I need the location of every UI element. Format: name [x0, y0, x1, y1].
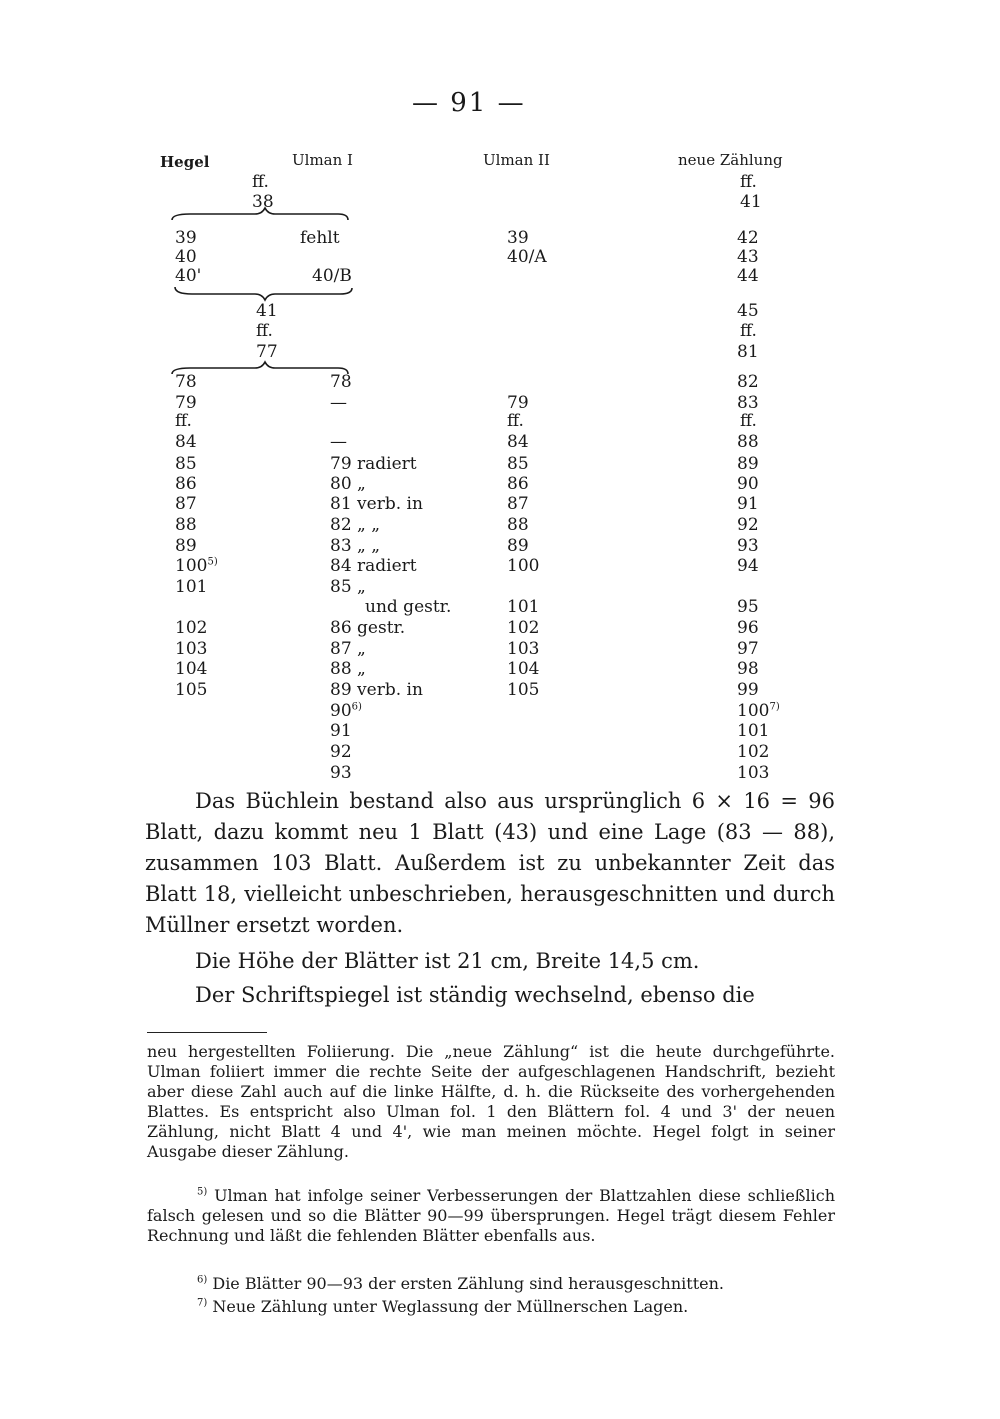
table-cell-hegel: [175, 247, 197, 267]
table-cell-ulman2: [507, 432, 529, 452]
table-cell-ulman1: [330, 659, 366, 679]
table-cell-hegel: [175, 474, 197, 494]
footnote-7: [147, 1297, 835, 1317]
table-cell-hegel: [175, 536, 197, 556]
cell-text: ff.: [256, 321, 273, 341]
table-cell-ulman1: [365, 597, 451, 617]
table-cell-ulman1: [330, 742, 352, 762]
table-cell-hegel: [175, 494, 197, 514]
table-cell-ulman1: [252, 172, 269, 192]
footnote-continuation: neu hergestellten Foliierung. Die „neue Zählung“ ist die heute durchgeführte. Ulman foliiert immer die rechte Seite der aufgeschlagenen Handschrift, bezieht aber diese Zahl auch auf die linke Hälfte, d. h. die Rückseite des vorhergehenden Blattes. Es entspricht also Ulman fol. 1 den Blättern fol. 4 und 3' der neuen Zählung, nicht Blatt 4 und 4', wie man meinen möchte. Hegel folgt in seiner Ausgabe dieser Zählung.: [147, 1042, 835, 1161]
table-cell-ulman1: [330, 556, 417, 576]
cell-text: 82 „ „: [330, 515, 381, 535]
cell-text: 38: [252, 192, 274, 212]
table-cell-ulman1: [330, 763, 352, 783]
table-cell-ulman1: [330, 432, 347, 452]
cell-text: 89: [737, 454, 759, 474]
cell-text: 102: [737, 742, 770, 762]
cell-text: 104: [507, 659, 540, 679]
table-cell-hegel: [175, 454, 197, 474]
cell-text: 40: [175, 247, 197, 267]
cell-text: 98: [737, 659, 759, 679]
table-cell-neu: [740, 321, 757, 341]
table-cell-neu: [737, 515, 759, 535]
table-cell-neu: [737, 228, 759, 248]
page-number: — 91 —: [412, 88, 526, 118]
cell-text: 104: [175, 659, 208, 679]
cell-text: 105: [507, 680, 540, 700]
table-cell-hegel: [175, 556, 218, 576]
table-cell-ulman2: [507, 494, 529, 514]
table-cell-hegel: [175, 515, 197, 535]
cell-text: ff.: [740, 321, 757, 341]
cell-text: 87: [507, 494, 529, 514]
table-cell-ulman2: [507, 454, 529, 474]
table-cell-neu: [737, 680, 759, 700]
table-cell-ulman2: [507, 228, 529, 248]
cell-text: 43: [737, 247, 759, 267]
cell-text: 41: [740, 192, 762, 212]
cell-text: ff.: [252, 172, 269, 192]
table-cell-ulman1: [256, 301, 278, 321]
cell-text: 81 verb. in: [330, 494, 423, 514]
cell-text: 81: [737, 342, 759, 362]
cell-text: 96: [737, 618, 759, 638]
table-cell-neu: [737, 342, 759, 362]
cell-text: 89: [507, 536, 529, 556]
table-cell-ulman1: [330, 454, 417, 474]
cell-text: 94: [737, 556, 759, 576]
table-cell-neu: [740, 411, 757, 431]
cell-text: 39: [507, 228, 529, 248]
table-cell-neu: [737, 474, 759, 494]
header-neue-zaehlung: neue Zählung: [678, 151, 783, 169]
cell-text: 100: [737, 701, 770, 721]
table-cell-ulman2: [507, 536, 529, 556]
table-cell-neu: [737, 742, 769, 762]
table-cell-neu: [737, 494, 759, 514]
cell-text: 89 verb. in: [330, 680, 423, 700]
cell-text: 83 „ „: [330, 536, 381, 556]
table-cell-ulman1: [312, 266, 352, 286]
table-cell-neu: [737, 763, 769, 783]
cell-text: 93: [330, 763, 352, 783]
table-cell-ulman1: [330, 577, 366, 597]
cell-text: 103: [175, 639, 208, 659]
cell-text: 79: [507, 393, 529, 413]
cell-text: 101: [737, 721, 770, 741]
cell-text: 102: [507, 618, 540, 638]
table-cell-neu: [737, 247, 759, 267]
table-cell-ulman2: [507, 247, 547, 267]
cell-text: ff.: [175, 411, 192, 431]
cell-text: 86 gestr.: [330, 618, 406, 638]
table-cell-ulman2: [507, 515, 529, 535]
footnote-ref: 7): [769, 701, 780, 713]
table-cell-neu: [737, 266, 759, 286]
cell-text: 83: [737, 393, 759, 413]
footnote-5: [147, 1186, 835, 1246]
table-cell-ulman2: [507, 659, 539, 679]
footnote-rule: [147, 1032, 267, 1033]
cell-text: 86: [175, 474, 197, 494]
cell-text: 40/B: [312, 266, 352, 286]
cell-text: 80 „: [330, 474, 366, 494]
table-cell-ulman2: [507, 618, 539, 638]
table-cell-ulman1: [256, 321, 273, 341]
table-cell-ulman1: [330, 393, 347, 413]
table-cell-ulman1: [330, 536, 380, 556]
cell-text: 85: [175, 454, 197, 474]
table-cell-ulman1: [330, 721, 352, 741]
footnote-text: Neue Zählung unter Weglassung der Müllnerschen Lagen.: [212, 1297, 689, 1316]
cell-text: 100: [507, 556, 540, 576]
cell-text: 87 „: [330, 639, 366, 659]
table-cell-hegel: [175, 577, 207, 597]
table-cell-hegel: [175, 266, 201, 286]
cell-text: 89: [175, 536, 197, 556]
table-cell-neu: [737, 432, 759, 452]
footnote-marker: 6): [197, 1274, 208, 1286]
cell-text: 105: [175, 680, 208, 700]
header-ulman-1: Ulman I: [292, 151, 353, 169]
cell-text: 45: [737, 301, 759, 321]
table-cell-hegel: [175, 411, 192, 431]
cell-text: 93: [737, 536, 759, 556]
cell-text: 44: [737, 266, 759, 286]
cell-text: 90: [737, 474, 759, 494]
cell-text: 103: [737, 763, 770, 783]
cell-text: 77: [256, 342, 278, 362]
table-cell-neu: [737, 393, 759, 413]
cell-text: ff.: [740, 172, 757, 192]
table-cell-hegel: [175, 228, 197, 248]
table-cell-ulman2: [507, 393, 529, 413]
cell-text: 78: [330, 372, 352, 392]
footnote-text: Ulman hat infolge seiner Verbesserungen der Blattzahlen diese schließlich falsch gelesen und so die Blätter 90—99 übersprungen. Hegel trägt diesem Fehler Rechnung und läßt die fehlenden Blätter ebenfalls aus.: [147, 1186, 835, 1245]
table-cell-neu: [737, 597, 759, 617]
table-cell-ulman1: [330, 618, 405, 638]
cell-text: 103: [507, 639, 540, 659]
cell-text: 88: [175, 515, 197, 535]
cell-text: 85: [507, 454, 529, 474]
paragraph-3: Der Schriftspiegel ist ständig wechselnd, ebenso die: [195, 983, 755, 1007]
table-cell-ulman1: [330, 372, 352, 392]
cell-text: 42: [737, 228, 759, 248]
paragraph-1: Das Büchlein bestand also aus ursprünglich 6 × 16 = 96 Blatt, dazu kommt neu 1 Blatt (43) und eine Lage (83 — 88), zusammen 103 Blatt. Außerdem ist zu unbekannter Zeit das Blatt 18, vielleicht unbeschrieben, herausgeschnitten und durch Müllner ersetzt worden.: [145, 789, 835, 937]
cell-text: 92: [737, 515, 759, 535]
table-cell-neu: [737, 536, 759, 556]
table-cell-ulman1: [300, 228, 340, 248]
footnote-ref: 5): [207, 556, 218, 568]
cell-text: 90: [330, 701, 352, 721]
cell-text: 97: [737, 639, 759, 659]
cell-text: ff.: [740, 411, 757, 431]
table-cell-ulman1: [330, 680, 423, 700]
cell-text: 39: [175, 228, 197, 248]
table-cell-ulman2: [507, 597, 539, 617]
table-cell-neu: [737, 618, 759, 638]
cell-text: 84: [507, 432, 529, 452]
cell-text: 79: [175, 393, 197, 413]
table-cell-neu: [737, 454, 759, 474]
cell-text: 102: [175, 618, 208, 638]
table-cell-ulman1: [330, 474, 366, 494]
table-cell-ulman1: [330, 639, 366, 659]
table-cell-hegel: [175, 432, 197, 452]
table-cell-neu: [737, 659, 759, 679]
cell-text: und gestr.: [365, 597, 452, 617]
table-cell-hegel: [175, 639, 207, 659]
table-cell-hegel: [175, 393, 197, 413]
cell-text: 84: [175, 432, 197, 452]
cell-text: —: [330, 432, 347, 452]
table-cell-ulman2: [507, 474, 529, 494]
table-cell-ulman2: [507, 639, 539, 659]
table-cell-ulman2: [507, 411, 524, 431]
table-cell-neu: [737, 639, 759, 659]
cell-text: 40/A: [507, 247, 547, 267]
table-cell-hegel: [175, 659, 207, 679]
table-cell-hegel: [175, 680, 207, 700]
cell-text: 84 radiert: [330, 556, 417, 576]
table-cell-neu: [740, 192, 762, 212]
cell-text: 88 „: [330, 659, 366, 679]
table-cell-ulman1: [256, 342, 278, 362]
cell-text: 92: [330, 742, 352, 762]
cell-text: fehlt: [300, 228, 340, 248]
table-cell-ulman2: [507, 680, 539, 700]
cell-text: 101: [507, 597, 540, 617]
table-cell-neu: [737, 701, 780, 721]
cell-text: ff.: [507, 411, 524, 431]
table-cell-neu: [737, 301, 759, 321]
cell-text: 91: [330, 721, 352, 741]
cell-text: 101: [175, 577, 208, 597]
table-cell-ulman1: [252, 192, 274, 212]
footnote-6: [147, 1274, 835, 1294]
cell-text: 88: [507, 515, 529, 535]
table-cell-ulman1: [330, 701, 362, 721]
cell-text: —: [330, 393, 347, 413]
cell-text: 87: [175, 494, 197, 514]
cell-text: 95: [737, 597, 759, 617]
cell-text: 86: [507, 474, 529, 494]
header-hegel: Hegel: [160, 153, 210, 171]
table-cell-hegel: [175, 618, 207, 638]
cell-text: 78: [175, 372, 197, 392]
footnote-ref: 6): [351, 701, 362, 713]
table-cell-neu: [737, 372, 759, 392]
table-cell-hegel: [175, 372, 197, 392]
table-cell-neu: [740, 172, 757, 192]
cell-text: 85 „: [330, 577, 366, 597]
table-cell-ulman2: [507, 556, 539, 576]
paragraph-2: Die Höhe der Blätter ist 21 cm, Breite 14,5 cm.: [195, 949, 700, 973]
table-cell-neu: [737, 721, 769, 741]
cell-text: 88: [737, 432, 759, 452]
cell-text: 100: [175, 556, 208, 576]
header-ulman-2: Ulman II: [483, 151, 550, 169]
table-cell-ulman1: [330, 494, 423, 514]
cell-text: 79 radiert: [330, 454, 417, 474]
cell-text: 41: [256, 301, 278, 321]
table-cell-ulman1: [330, 515, 380, 535]
footnote-marker: 5): [197, 1186, 208, 1198]
footnote-marker: 7): [197, 1297, 208, 1309]
cell-text: 99: [737, 680, 759, 700]
cell-text: 82: [737, 372, 759, 392]
table-cell-neu: [737, 556, 759, 576]
footnote-text: Die Blätter 90—93 der ersten Zählung sind herausgeschnitten.: [212, 1274, 724, 1293]
cell-text: 91: [737, 494, 759, 514]
cell-text: 40': [175, 266, 202, 286]
